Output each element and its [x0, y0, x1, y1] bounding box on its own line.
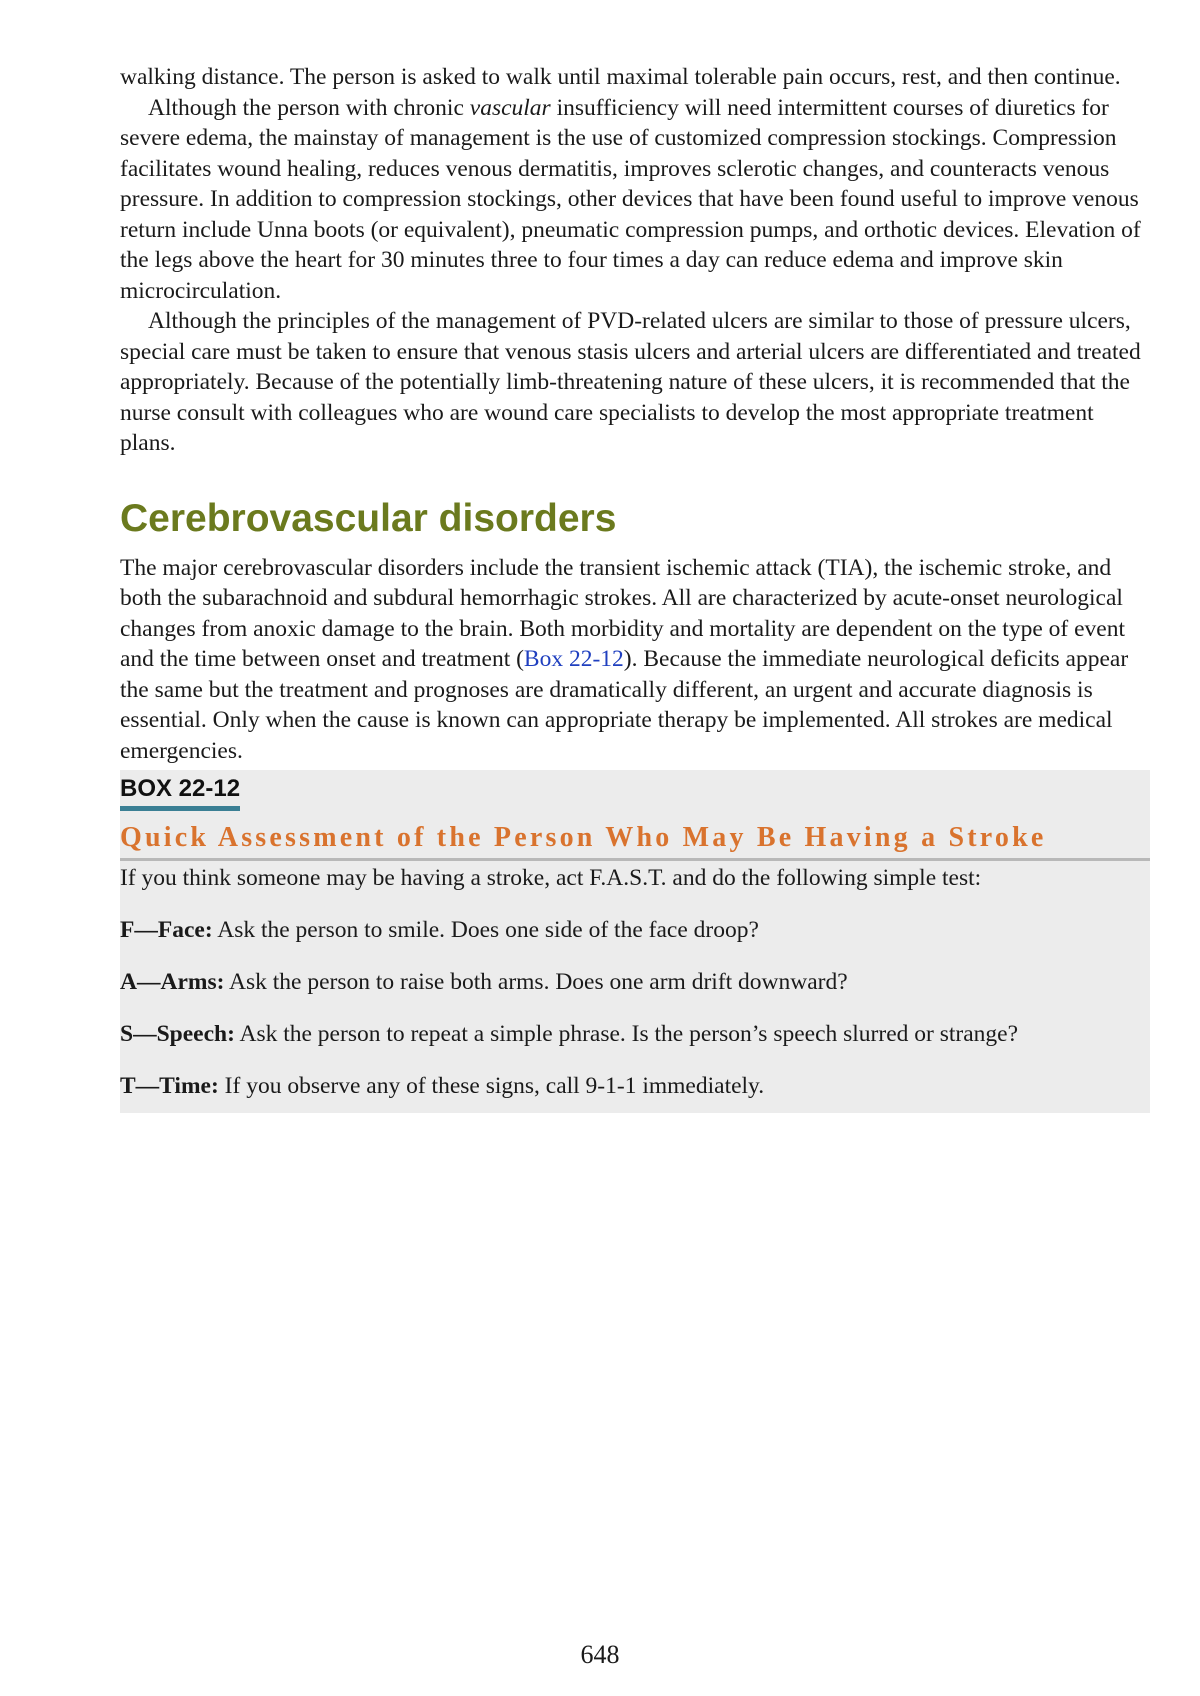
fast-item-arms: [120, 967, 1150, 997]
emphasis-vascular: vascular: [469, 94, 551, 121]
fast-term: S—Speech:: [120, 1021, 235, 1047]
box-reference-link[interactable]: Box 22-12: [523, 646, 624, 672]
paragraph-text: ). Because the immediate neurological deficits appear the same but the treatment and prognoses are dramatically different, an urgent and accurate diagnosis is essential. Only when the cause is known can appropriate therapy be implemented. All strokes are medical emergencies.: [120, 646, 1129, 764]
paragraph-cerebrovascular: [120, 553, 1150, 767]
fast-term: T—Time:: [120, 1073, 219, 1099]
section-heading: Cerebrovascular disorders: [120, 496, 617, 540]
page-number: 648: [580, 1640, 620, 1669]
box-title: Quick Assessment of the Person Who May Be Having a Stroke: [120, 819, 1150, 861]
box-22-12: [120, 770, 1150, 1113]
page-content: [120, 62, 1150, 1113]
fast-item-time: [120, 1071, 1150, 1101]
fast-text: Ask the person to smile. Does one side of the face droop?: [212, 917, 759, 943]
paragraph-walking-distance: walking distance. The person is asked to walk until maximal tolerable pain occurs, rest, and then continue.: [120, 64, 1121, 90]
paragraph-text: insufficiency will need intermittent courses of diuretics for severe edema, the mainstay of management is the use of customized compression stockings. Compression facilitates wound healing, reduces venous dermatitis, improves sclerotic changes, and counteracts venous pressure. In addition to compression stockings, other devices that have been found useful to improve venous return include Unna boots (or equivalent), pneumatic compression pumps, and orthotic devices. Elevation of the legs above the heart for 30 minutes three to four times a day can reduce edema and improve skin microcirculation.: [120, 94, 1141, 304]
fast-text: If you observe any of these signs, call 9-1-1 immediately.: [218, 1073, 765, 1099]
fast-item-face: [120, 915, 1150, 945]
paragraph-compression-management: [120, 93, 1150, 307]
box-label-wrap: [120, 774, 1150, 811]
paragraph-pvd-ulcers: Although the principles of the management of PVD-related ulcers are similar to those of pressure ulcers, special care must be taken to ensure that venous stasis ulcers and arterial ulcers are differentiated and treated appropriately. Because of the potentially limb-threatening nature of these ulcers, it is recommended that the nurse consult with colleagues who are wound care specialists to develop the most appropriate treatment plans.: [120, 308, 1141, 456]
fast-text: Ask the person to raise both arms. Does one arm drift downward?: [224, 969, 848, 995]
box-label: BOX 22-12: [120, 774, 240, 811]
fast-term: A—Arms:: [120, 969, 225, 995]
fast-item-speech: [120, 1019, 1150, 1049]
box-intro: If you think someone may be having a stroke, act F.A.S.T. and do the following simple test:: [120, 865, 982, 891]
paragraph-text: The major cerebrovascular disorders include the transient ischemic attack (TIA), the ischemic stroke, and both the subarachnoid and subdural hemorrhagic strokes. All are characterized by acute-onset neurological changes from anoxic damage to the brain. Both morbidity and mortality are dependent on the type of event and the time between onset and treatment (: [120, 554, 1125, 672]
paragraph-text: Although the person with chronic: [148, 94, 470, 121]
fast-term: F—Face:: [120, 917, 213, 943]
fast-text: Ask the person to repeat a simple phrase. Is the person’s speech slurred or strange?: [234, 1021, 1019, 1047]
